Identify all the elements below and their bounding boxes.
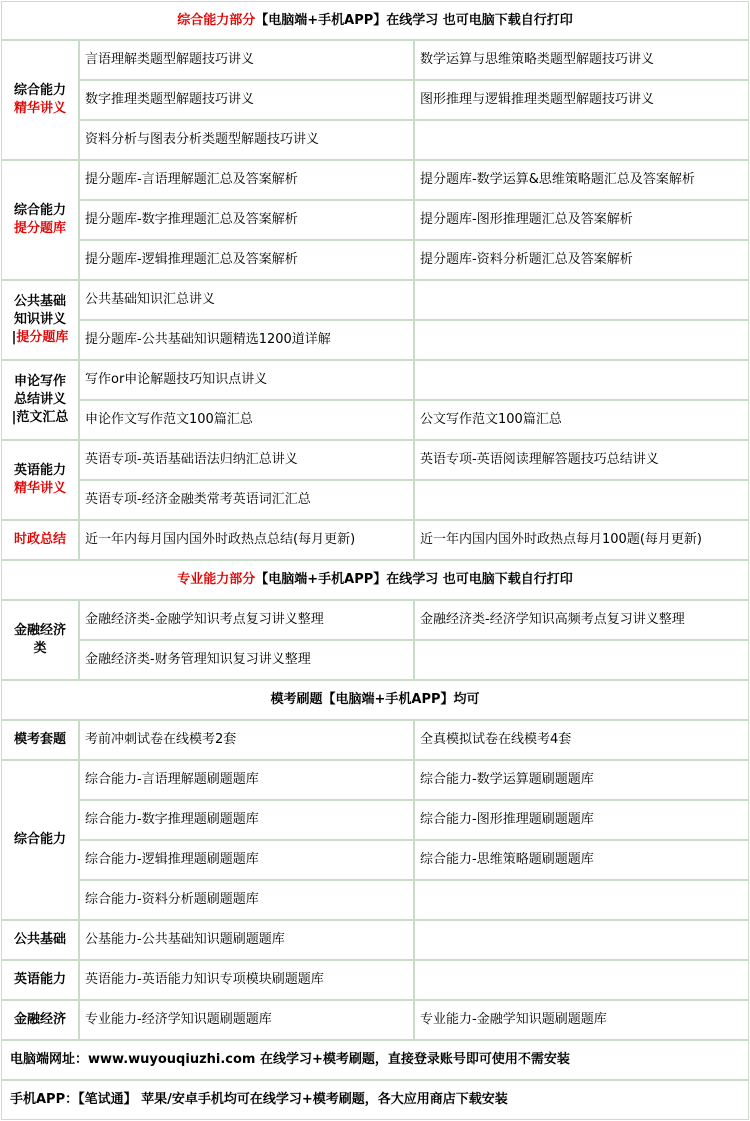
category-line-red: 提分题库 — [16, 330, 69, 345]
category-comprehensive-practice — [1, 760, 79, 920]
category-line-red: 提分题库 — [13, 221, 66, 236]
section-header-comprehensive — [1, 1, 749, 40]
empty-cell — [414, 480, 749, 520]
category-line-red: 精华讲义 — [13, 101, 66, 116]
course-link[interactable]: 金融经济类-财务管理知识复习讲义整理 — [79, 640, 414, 680]
course-link[interactable]: 提分题库-公共基础知识题精选1200道详解 — [79, 320, 414, 360]
course-link[interactable]: 英语能力-英语能力知识专项模块刷题题库 — [79, 960, 414, 1000]
section-header-comprehensive-rest: 【电脑端+手机APP】在线学习 也可电脑下载自行打印 — [255, 12, 573, 28]
course-link[interactable]: 写作or申论解题技巧知识点讲义 — [79, 360, 414, 400]
course-link[interactable]: 公共基础知识汇总讲义 — [79, 280, 414, 320]
course-link[interactable]: 专业能力-金融学知识题刷题题库 — [414, 1000, 749, 1040]
category-line: 知识讲义 — [13, 312, 66, 327]
empty-cell — [414, 320, 749, 360]
course-link[interactable]: 综合能力-思维策略题刷题题库 — [414, 840, 749, 880]
category-line-red: 精华讲义 — [13, 481, 66, 496]
course-link[interactable]: 综合能力-资料分析题刷题题库 — [79, 880, 414, 920]
category-public-basics-practice — [1, 920, 79, 960]
category-line: 综合能力 — [13, 83, 66, 98]
course-link[interactable]: 英语专项-英语阅读理解答题技巧总结讲义 — [414, 440, 749, 480]
course-link[interactable]: 提分题库-数学运算&思维策略题汇总及答案解析 — [414, 160, 749, 200]
section-header-comprehensive-red: 综合能力部分 — [177, 12, 256, 28]
course-link[interactable]: 提分题库-逻辑推理题汇总及答案解析 — [79, 240, 414, 280]
course-link[interactable]: 公文写作范文100篇汇总 — [414, 400, 749, 440]
course-link[interactable]: 数学运算与思维策略类题型解题技巧讲义 — [414, 40, 749, 80]
course-link[interactable]: 言语理解类题型解题技巧讲义 — [79, 40, 414, 80]
category-line: 金融经济 — [13, 623, 66, 638]
category-line: 金融经济 — [13, 1012, 66, 1027]
category-mock-exam-sets — [1, 720, 79, 760]
category-comprehensive-lectures — [1, 40, 79, 160]
section-header-professional — [1, 560, 749, 600]
footer-app-text: 手机APP：【笔试通】 苹果/安卓手机均可在线学习+模考刷题，各大应用商店下载安装 — [10, 1092, 508, 1107]
category-line: 综合能力 — [13, 203, 66, 218]
course-link[interactable]: 提分题库-言语理解题汇总及答案解析 — [79, 160, 414, 200]
course-link[interactable]: 近一年内国内国外时政热点每月100题(每月更新) — [414, 520, 749, 560]
empty-cell — [414, 360, 749, 400]
category-line: 模考套题 — [13, 732, 66, 747]
empty-cell — [414, 640, 749, 680]
category-english-lectures — [1, 440, 79, 520]
course-link[interactable]: 金融经济类-金融学知识考点复习讲义整理 — [79, 600, 414, 640]
empty-cell — [414, 880, 749, 920]
footer-website — [1, 1040, 749, 1080]
course-link[interactable]: 专业能力-经济学知识题刷题题库 — [79, 1000, 414, 1040]
empty-cell — [414, 120, 749, 160]
category-current-affairs — [1, 520, 79, 560]
section-header-professional-red: 专业能力部分 — [177, 572, 256, 587]
empty-cell — [414, 920, 749, 960]
course-link[interactable]: 综合能力-言语理解题刷题题库 — [79, 760, 414, 800]
course-link[interactable]: 综合能力-图形推理题刷题题库 — [414, 800, 749, 840]
course-link[interactable]: 考前冲刺试卷在线模考2套 — [79, 720, 414, 760]
category-line: 总结讲义 — [13, 392, 66, 407]
course-link[interactable]: 英语专项-经济金融类常考英语词汇汇总 — [79, 480, 414, 520]
category-finance-economics — [1, 600, 79, 680]
section-header-mock-exams — [1, 680, 749, 720]
category-line-red: 时政总结 — [13, 532, 66, 547]
empty-cell — [414, 280, 749, 320]
category-line: 综合能力 — [13, 832, 66, 847]
footer-website-text[interactable]: 电脑端网址：www.wuyouqiuzhi.com 在线学习+模考刷题，直接登录账号即可使用不需安装 — [10, 1052, 570, 1067]
category-line: 类 — [33, 641, 47, 656]
section-header-professional-rest: 【电脑端+手机APP】在线学习 也可电脑下载自行打印 — [255, 572, 573, 587]
course-link[interactable]: 提分题库-图形推理题汇总及答案解析 — [414, 200, 749, 240]
course-link[interactable]: 数字推理类题型解题技巧讲义 — [79, 80, 414, 120]
course-link[interactable]: 综合能力-数学运算题刷题题库 — [414, 760, 749, 800]
course-link[interactable]: 近一年内每月国内国外时政热点总结(每月更新) — [79, 520, 414, 560]
course-link[interactable]: 申论作文写作范文100篇汇总 — [79, 400, 414, 440]
course-link[interactable]: 资料分析与图表分析类题型解题技巧讲义 — [79, 120, 414, 160]
category-english-practice — [1, 960, 79, 1000]
course-link[interactable]: 英语专项-英语基础语法归纳汇总讲义 — [79, 440, 414, 480]
category-line: 公共基础 — [13, 294, 66, 309]
course-link[interactable]: 公基能力-公共基础知识题刷题题库 — [79, 920, 414, 960]
course-link[interactable]: 综合能力-逻辑推理题刷题题库 — [79, 840, 414, 880]
category-essay-writing — [1, 360, 79, 440]
category-line: |范文汇总 — [11, 410, 69, 425]
course-link[interactable]: 全真模拟试卷在线模考4套 — [414, 720, 749, 760]
category-line: 申论写作 — [13, 374, 66, 389]
category-line: 英语能力 — [13, 972, 66, 987]
course-link[interactable]: 综合能力-数字推理题刷题题库 — [79, 800, 414, 840]
category-line: 英语能力 — [13, 463, 66, 478]
category-public-basics — [1, 280, 79, 360]
course-link[interactable]: 金融经济类-经济学知识高频考点复习讲义整理 — [414, 600, 749, 640]
empty-cell — [414, 960, 749, 1000]
course-link[interactable]: 图形推理与逻辑推理类题型解题技巧讲义 — [414, 80, 749, 120]
section-header-mock-exams-text: 模考刷题【电脑端+手机APP】均可 — [270, 692, 480, 707]
category-finance-practice — [1, 1000, 79, 1040]
category-line: 公共基础 — [13, 932, 66, 947]
footer-app — [1, 1080, 749, 1120]
category-comprehensive-question-bank — [1, 160, 79, 280]
course-link[interactable]: 提分题库-数字推理题汇总及答案解析 — [79, 200, 414, 240]
category-separator: | — [11, 330, 17, 345]
course-link[interactable]: 提分题库-资料分析题汇总及答案解析 — [414, 240, 749, 280]
